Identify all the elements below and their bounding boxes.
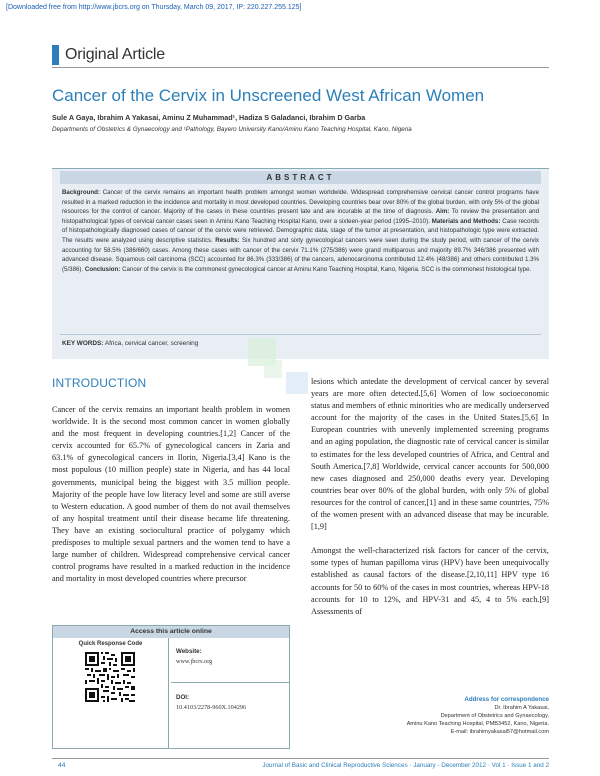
aim-label: Aim: — [433, 208, 450, 216]
article-type: Original Article — [65, 46, 165, 63]
correspondence-heading: Address for correspondence — [464, 696, 549, 703]
page-number: 44 — [58, 762, 66, 769]
background-label: Background: — [62, 189, 100, 196]
aim-text: To review the presentation and histopathological types of cervical cancer cases seen in Aminu Kano Teaching Hospital Kano, over a sixteen-year period (1995–2010). — [62, 208, 540, 225]
introduction-heading: INTRODUCTION — [52, 376, 147, 390]
correspondence-line: Aminu Kano Teaching Hospital, PMB3452, Kano, Nigeria. — [406, 721, 549, 727]
conclusion-text: Cancer of the cervix is the commonest gynecological cancer at Aminu Kano Teaching Hospital, Kano, Nigeria. SCC is the commonest histological type. — [120, 265, 532, 273]
correspondence-name: Dr. Ibrahim A Yakasai, — [494, 705, 549, 711]
correspondence-block — [349, 696, 549, 736]
doi-link[interactable]: 10.4103/2278-960X.104296 — [176, 704, 247, 711]
qr-label: Quick Response Code — [78, 641, 143, 647]
keywords — [62, 340, 198, 347]
keywords-divider — [60, 334, 541, 335]
correspondence-email[interactable]: E-mail: ibrahimyakasai57@hotmail.com — [450, 729, 549, 735]
introduction-right-column — [311, 376, 549, 618]
methods-label: Materials and Methods: — [429, 217, 501, 225]
article-type-bar — [52, 45, 59, 65]
access-heading: Access this article online — [53, 626, 289, 638]
results-label: Results: — [212, 236, 240, 244]
website-label: Website: — [176, 648, 202, 655]
header-divider — [52, 67, 549, 68]
access-online-box — [52, 625, 290, 749]
introduction-paragraph: Amongst the well-characterized risk factors for cancer of the cervix, some types of human papilloma virus (HPV) have been unequivocally established as causal factors of the disease.[2,10,11] HPV type 16 accounts for 50 to 60% of the cases in most countries, whereas HPV-18 accounts for 10 to 12%, and HPV-31 and 45, 4 to 5% each.[9] Assessments of — [311, 546, 549, 616]
methods-text: Case records of histopathologically diagnosed cases of cancer of the cervix were retrieved. Demographic data, stage of the tumor at presentation, and histopathologic type were extracted. The results were analyzed using descriptive statistics. — [62, 217, 539, 244]
links-panel — [171, 638, 289, 748]
keywords-label: KEY WORDS: — [62, 340, 104, 347]
introduction-left-column: Cancer of the cervix remains an important health problem in women worldwide. It is the second most common cancer in women globally and the most frequent in developing countries.[1,2] Cancer of the cervix accounted for 65.7% of gynecological cancers in Zaria and 63.1% of gynecological cancers in Ilorin, Nigeria.[3,4] Kano is the most populous (10 million people) state in Nigeria, and has 44 local governments, municipal being the biggest with 3.5 million people. Majority of the people have low literacy level and some are still averse to Western education. A good number of them do not avail themselves of any hospital treatment until their disease became life threatening. They have an existing sociocultural practice of polygamy which predisposes to multiple sexual partners and the women tend to have a large number of children. Widespread comprehensive cervical cancer control programs have resulted in a marked reduction in the incidence and mortality in most developed countries where precursor — [52, 405, 290, 584]
keywords-text: Africa, cervical cancer, screening — [103, 340, 199, 347]
abstract-box — [52, 168, 549, 359]
abstract-text — [52, 184, 549, 274]
footer-divider — [52, 758, 549, 759]
affiliations: Departments of Obstetrics & Gynaecology and ¹Pathology, Bayero University Kano/Aminu Kano Teaching Hospital, Kano, Nigeria — [52, 126, 412, 133]
article-type-header — [52, 44, 165, 66]
journal-footer: Journal of Basic and Clinical Reproductive Sciences · January - December 2012 · Vol 1 · Issue 1 and 2 — [262, 762, 549, 769]
conclusion-label: Conclusion: — [83, 265, 121, 273]
article-title: Cancer of the Cervix in Unscreened West African Women — [52, 86, 485, 105]
abstract-heading: ABSTRACT — [60, 171, 541, 184]
watermark-square — [286, 372, 308, 394]
author-list: Sule A Gaya, Ibrahim A Yakasai, Aminu Z Muhammad¹, Hadiza S Galadanci, Ibrahim D Garba — [52, 113, 366, 122]
qr-code-icon[interactable] — [85, 652, 135, 702]
access-divider — [171, 682, 289, 683]
background-text: Cancer of the cervix remains an important health problem amongst women worldwide. Widespread comprehensive cervical cancer control programs have resulted in a marked reduction in the incidence and mortality in most developed countries. Developing countries bear over 80% of the global burden, with only 5% of the global resources for the control of cancer. Majority of the cases in these countries present late and are incurable at the time of diagnosis. — [62, 189, 539, 216]
paragraph-gap — [311, 533, 549, 545]
download-banner: [Downloaded free from http://www.jbcrs.org on Thursday, March 09, 2017, IP: 220.227.255.125] — [6, 4, 302, 11]
introduction-paragraph: lesions which antedate the development of cervical cancer by several years are more often detected.[5,6] Women of low socioeconomic status and members of ethnic minorities who are medically underserved account for the majority of the cases in the United States.[5,6] In European countries with unevenly implemented screening programs and an aging population, the diagnostic rate of cervical cancer is similar to estimates for the less developed countries of Africa, and Central and South America.[7,8] Worldwide, cervical cancer accounts for 500,000 new cases diagnosed and 250,000 deaths every year. Developing countries bear over 80% of the global burden, with only 5% of global resources for the control of cancer,[1] and in these same countries, 75% of the women present with an advanced disease that may be incurable.[1,9] — [311, 377, 549, 532]
correspondence-line: Department of Obstetrics and Gynaecology, — [440, 713, 549, 719]
qr-panel — [53, 638, 169, 748]
watermark-square — [264, 360, 282, 378]
website-link[interactable]: www.jbcrs.org — [176, 658, 213, 665]
doi-label: DOI: — [176, 694, 190, 701]
results-text: Six hundred and sixty gynecological cancers were seen during the study period, with cancer of the cervix accounting for 58.5% (386/660) cases. Among these cases with cancer of the cervix 71.1% (275/386) were grand multiparous and majority 89.7% 346/386 presented with advanced disease. Squamous cell carcinoma (SCC) accounted for 86.3% (333/386) of the cancers, adenocarcinoma contributed 12.4% (48/386) and others contributed 1.3% (5/386). — [62, 236, 539, 273]
